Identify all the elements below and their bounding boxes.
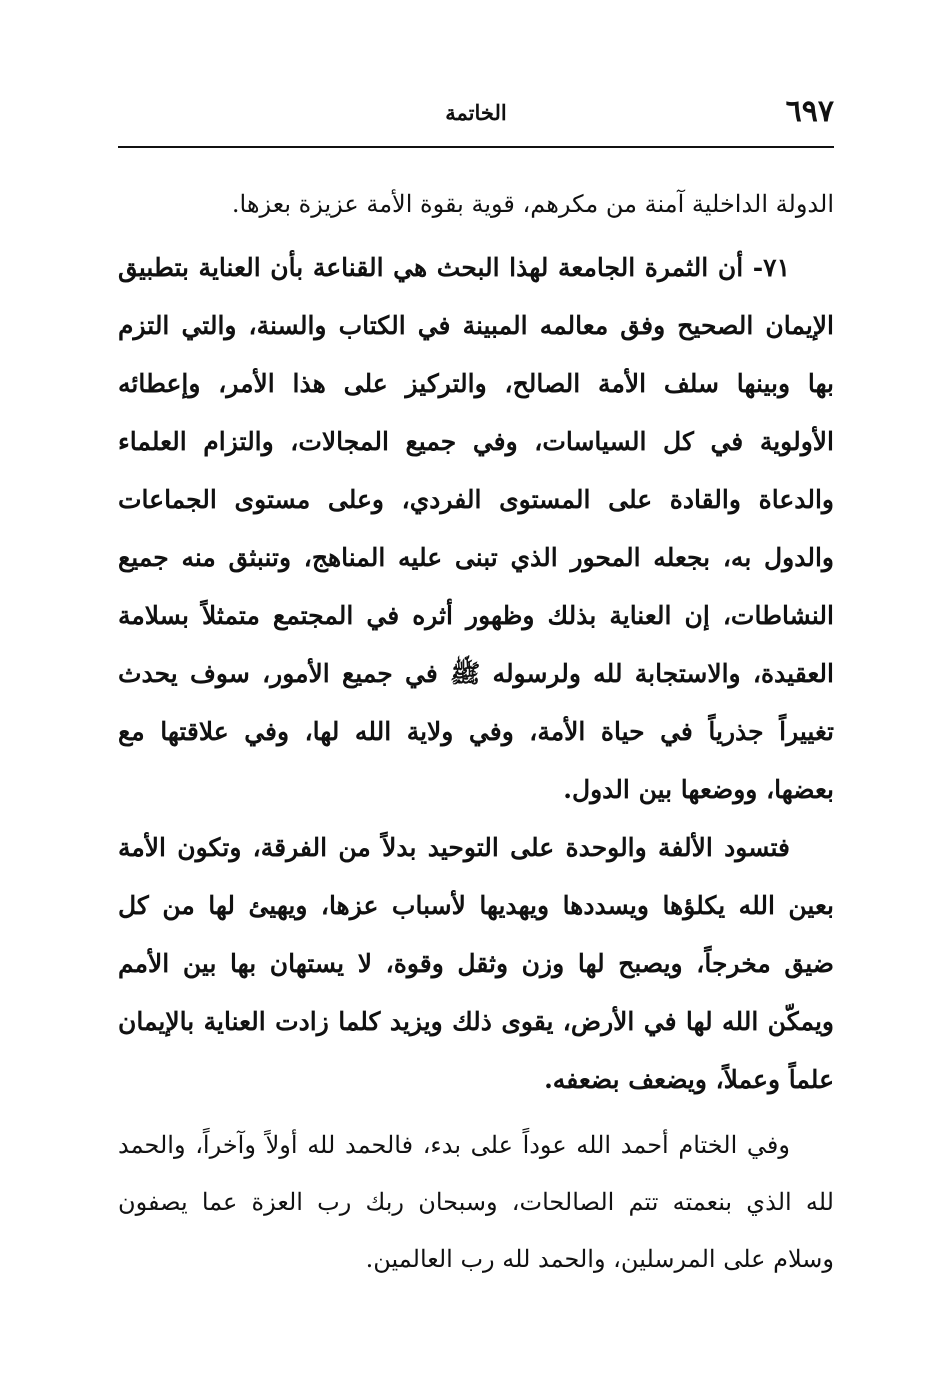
paragraph-continuation: الدولة الداخلية آمنة من مكرهم، قوية بقوة الأمة عزيزة بعزها. bbox=[231, 190, 834, 218]
paragraph-point-71: ٧١- أن الثمرة الجامعة لهذا البحث هي القناعة بأن العناية بتطبيق الإيمان الصحيح وفق معالمه المبينة في الكتاب والسنة، والتي التزم بها وبينها سلف الأمة الصالح، والتركيز على هذا الأمر، وإعطائه الأولوية في كل السياسات، وفي جميع المجالات، والتزام العلماء والدعاة والقادة على المستوى الفردي، وعلى مستوى الجماعات والدول به، بجعله المحور الذي تبنى عليه المناهج، وتنبثق منه جميع النشاطات، إن العناية بذلك وظهور أثره في المجتمع متمثلاً بسلامة العقيدة، والاستجابة لله ولرسوله ﷺ في جميع الأمور، سوف يحدث تغييراً جذرياً في حياة الأمة، وفي ولاية الله لها، وفي علاقتها مع بعضها، ووضعها بين الدول. bbox=[118, 253, 834, 804]
paragraph-outcome: فتسود الألفة والوحدة على التوحيد بدلاً من الفرقة، وتكون الأمة بعين الله يكلؤها ويسددها ويهديها لأسباب عزها، ويهيئ لها من كل ضيق مخرجاً، ويصبح لها وزن وثقل وقوة، لا يستهان بها بين الأمم ويمكّن الله لها في الأرض، يقوى ذلك ويزيد كلما زادت العناية بالإيمان علماً وعملاً، ويضعف بضعفه. bbox=[118, 833, 834, 1094]
page-number: ٦٩٧ bbox=[785, 94, 834, 129]
running-title: الخاتمة bbox=[445, 100, 507, 125]
paragraph-closing: وفي الختام أحمد الله عوداً على بدء، فالحمد لله أولاً وآخراً، والحمد لله الذي بنعمته تتم الصالحات، وسبحان ربك رب العزة عما يصفون وسلام على المرسلين، والحمد لله رب العالمين. bbox=[118, 1131, 834, 1273]
body-text bbox=[118, 176, 834, 1288]
header-rule bbox=[118, 146, 834, 148]
page-header bbox=[118, 92, 834, 132]
